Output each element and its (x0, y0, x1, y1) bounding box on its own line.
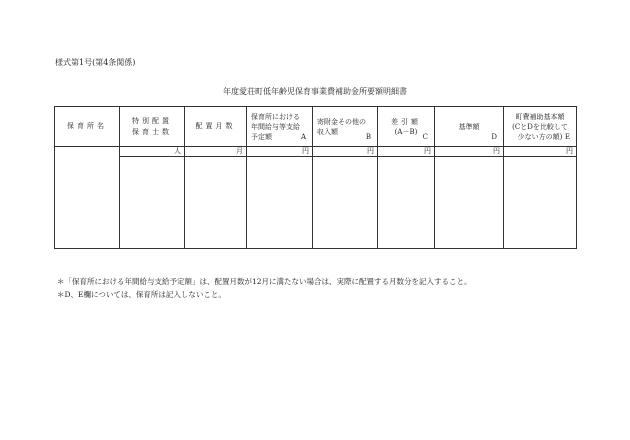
difference-cell[interactable] (378, 157, 435, 249)
document-title: 年度愛荘町低年齢児保育事業費補助金所要額明細書 (223, 87, 407, 96)
column-letter-e: E (564, 133, 570, 141)
planned-salary-cell[interactable] (247, 157, 313, 249)
unit-yen-d: 円 (435, 147, 504, 157)
header-nursery-name: 保育所名 (55, 107, 120, 147)
column-letter-d: D (491, 133, 497, 141)
column-letter-c: C (422, 133, 428, 141)
header-special-staff-count: 特別配置 保育士数 (120, 107, 185, 147)
unit-yen-e: 円 (504, 147, 577, 157)
header-town-subsidy-base: 町費補助基本額 (CとDを比較して 少ない方の額) E (504, 107, 577, 147)
note-item: ＊D、E欄については、保育所は記入しないこと。 (57, 290, 226, 299)
note-item: ＊「保育所における年間給与支給予定額」は、配置月数が12月に満たない場合は、実際に配置する月数分を記入すること。 (57, 277, 472, 286)
town-subsidy-base-cell[interactable] (504, 157, 577, 249)
header-donation-income: 寄附金その他の 収入額 B (313, 107, 378, 147)
header-standard-amount: 基準額 D (435, 107, 504, 147)
special-staff-count-cell[interactable] (120, 157, 185, 249)
unit-yen-c: 円 (378, 147, 435, 157)
header-planned-salary: 保育所における 年間給与等支給 予定額 A (247, 107, 313, 147)
header-row (55, 107, 577, 147)
header-placement-months: 配置月数 (185, 107, 247, 147)
form-number: 様式第1号(第4条関係) (55, 58, 136, 67)
header-difference: 差引額 (A－B) C (378, 107, 435, 147)
unit-row (55, 147, 577, 157)
unit-yen-a: 円 (247, 147, 313, 157)
standard-amount-cell[interactable] (435, 157, 504, 249)
entry-row (55, 157, 577, 249)
nursery-name-cell[interactable] (55, 147, 120, 249)
unit-yen-b: 円 (313, 147, 378, 157)
notes (57, 275, 472, 301)
column-letter-b: B (365, 133, 371, 141)
donation-income-cell[interactable] (313, 157, 378, 249)
column-letter-a: A (300, 133, 306, 141)
placement-months-cell[interactable] (185, 157, 247, 249)
unit-persons: 人 (120, 147, 185, 157)
budget-detail-table (54, 106, 577, 249)
unit-months: 月 (185, 147, 247, 157)
